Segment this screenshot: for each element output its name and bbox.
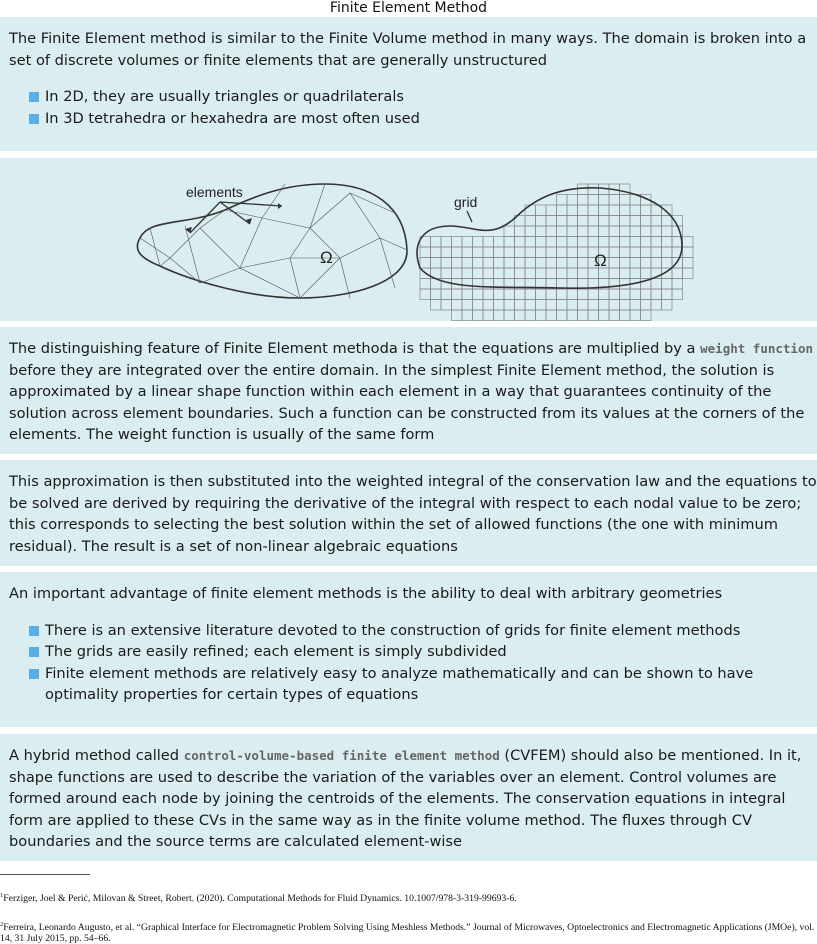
grid-cell xyxy=(483,310,494,321)
grid-label: grid xyxy=(454,194,478,210)
grid-cell xyxy=(557,300,568,311)
grid-cell xyxy=(662,216,673,227)
grid-cell xyxy=(567,300,578,311)
grid-cell xyxy=(525,268,536,279)
grid-cell xyxy=(578,237,589,248)
omega-right: Ω xyxy=(594,251,607,270)
grid-cell xyxy=(588,289,599,300)
grid-cell xyxy=(630,205,641,216)
weight-function-box xyxy=(0,327,817,454)
grid-cell xyxy=(609,195,620,206)
grid-cell xyxy=(630,247,641,258)
grid-cell xyxy=(515,268,526,279)
grid-cell xyxy=(557,237,568,248)
grid-cell xyxy=(599,237,610,248)
grid-cell xyxy=(641,258,652,269)
grid-cell xyxy=(420,258,431,269)
grid-cell xyxy=(630,289,641,300)
grid-cell xyxy=(546,258,557,269)
list-item: Finite element methods are relatively easy to analyze mathematically and can be shown to have optimality properties for certain types of equations xyxy=(29,663,817,706)
grid-cell xyxy=(557,195,568,206)
grid-cell xyxy=(672,268,683,279)
grid-cell xyxy=(620,310,631,321)
grid-cell xyxy=(630,237,641,248)
grid-cell xyxy=(483,247,494,258)
grid-cell xyxy=(609,310,620,321)
grid-cell xyxy=(578,258,589,269)
grid-cell xyxy=(620,289,631,300)
grid-cell xyxy=(546,237,557,248)
grid-cell xyxy=(515,237,526,248)
grid-cell xyxy=(441,268,452,279)
grid-cell xyxy=(651,237,662,248)
grid-cell xyxy=(515,258,526,269)
grid-cell xyxy=(557,205,568,216)
grid-cell xyxy=(609,247,620,258)
grid-cell xyxy=(641,226,652,237)
grid-cell xyxy=(662,247,673,258)
grid-cell xyxy=(504,226,515,237)
advantage-box xyxy=(0,572,817,727)
grid-cell xyxy=(462,289,473,300)
grid-cell xyxy=(431,258,442,269)
grid-cell xyxy=(578,216,589,227)
grid-cell xyxy=(641,247,652,258)
grid-cell xyxy=(683,237,694,248)
grid-cell xyxy=(504,300,515,311)
grid-cell xyxy=(473,247,484,258)
grid-cell xyxy=(452,268,463,279)
grid-cell xyxy=(431,247,442,258)
grid-cell xyxy=(567,289,578,300)
grid-cell xyxy=(641,237,652,248)
page-title: Finite Element Method xyxy=(329,0,488,16)
grid-cell xyxy=(651,258,662,269)
grid-cell xyxy=(525,205,536,216)
grid-cell xyxy=(473,310,484,321)
grid-cell xyxy=(609,300,620,311)
hybrid-text-after: (CVFEM) should also be mentioned. In it, shape functions are used to describe the variation of the variables over an element. Control volumes are formed around each node by joining the centroids of the elements. The conservation equations in integral form are applied to these CVs in the same way as in the finite volume method. The fluxes through CV boundaries and the source terms are calculated element-wise xyxy=(9,747,802,850)
hybrid-method-box xyxy=(0,734,817,861)
grid-cell xyxy=(651,300,662,311)
grid-cell xyxy=(620,205,631,216)
grid-cell xyxy=(651,226,662,237)
elements-label: elements xyxy=(186,184,243,200)
grid-cell xyxy=(536,237,547,248)
grid-cell xyxy=(683,268,694,279)
grid-cell xyxy=(588,237,599,248)
grid-cell xyxy=(441,289,452,300)
grid-cell xyxy=(599,195,610,206)
grid-cell xyxy=(567,205,578,216)
grid-cell xyxy=(609,226,620,237)
grid-cell xyxy=(651,289,662,300)
grid-cell xyxy=(494,310,505,321)
grid-cell xyxy=(567,216,578,227)
grid-cell xyxy=(494,300,505,311)
grid-cell xyxy=(620,237,631,248)
grid-cell xyxy=(651,279,662,290)
grid-cell xyxy=(536,226,547,237)
grid-cell xyxy=(609,258,620,269)
grid-cell xyxy=(452,310,463,321)
grid-cell xyxy=(557,289,568,300)
grid-cell xyxy=(536,216,547,227)
grid-cell xyxy=(483,300,494,311)
grid-cell xyxy=(483,289,494,300)
grid-cell xyxy=(620,258,631,269)
grid-cell xyxy=(494,237,505,248)
grid-cell xyxy=(609,216,620,227)
grid-cell xyxy=(683,247,694,258)
grid-cell xyxy=(630,268,641,279)
grid-cell xyxy=(567,237,578,248)
grid-cell xyxy=(578,195,589,206)
grid-cell xyxy=(609,205,620,216)
weight-function-code: weight function xyxy=(700,341,814,356)
grid-cell xyxy=(662,237,673,248)
list-item: In 2D, they are usually triangles or quadrilaterals xyxy=(29,86,817,108)
grid-cell xyxy=(504,258,515,269)
grid-cell xyxy=(473,237,484,248)
grid-cell xyxy=(588,300,599,311)
figure-box xyxy=(0,158,817,321)
grid-cell xyxy=(462,258,473,269)
cvfem-code: control-volume-based finite element method xyxy=(183,748,500,763)
grid-cell xyxy=(504,247,515,258)
elements-arrow-icon xyxy=(190,202,282,233)
grid-cell xyxy=(578,300,589,311)
grid-cell xyxy=(557,247,568,258)
grid-cell xyxy=(515,247,526,258)
grid-cell xyxy=(431,289,442,300)
grid-cell xyxy=(452,258,463,269)
grid-cell xyxy=(546,268,557,279)
grid-cell xyxy=(420,289,431,300)
grid-cell xyxy=(452,237,463,248)
grid-cell xyxy=(525,216,536,227)
grid-cell xyxy=(462,279,473,290)
grid-cell xyxy=(536,205,547,216)
approximation-box xyxy=(0,460,817,566)
grid-cell xyxy=(630,310,641,321)
grid-cell xyxy=(462,310,473,321)
grid-cell xyxy=(630,216,641,227)
grid-cell xyxy=(662,279,673,290)
grid-cell xyxy=(473,279,484,290)
grid-cell xyxy=(672,279,683,290)
grid-cell xyxy=(525,237,536,248)
grid-cell xyxy=(609,289,620,300)
grid-cell xyxy=(504,268,515,279)
grid-cell xyxy=(620,268,631,279)
grid-cell xyxy=(620,216,631,227)
grid-cell xyxy=(620,300,631,311)
grid-cell xyxy=(515,289,526,300)
grid-cell xyxy=(567,226,578,237)
list-item: There is an extensive literature devoted to the construction of grids for finite element methods xyxy=(29,620,817,642)
footnote-mark: 2 xyxy=(0,921,4,928)
grid-cell xyxy=(420,247,431,258)
grid-cell xyxy=(546,216,557,227)
grid-cell xyxy=(662,300,673,311)
grid-cell xyxy=(462,268,473,279)
grid-cell xyxy=(504,289,515,300)
grid-cell xyxy=(578,205,589,216)
grid-cell xyxy=(588,184,599,195)
grid-cell xyxy=(567,258,578,269)
grid-cell xyxy=(473,268,484,279)
grid-cell xyxy=(599,300,610,311)
grid-cell xyxy=(536,247,547,258)
grid-cell xyxy=(630,300,641,311)
grid-cell xyxy=(536,258,547,269)
grid-cell xyxy=(473,258,484,269)
grid-cell xyxy=(641,300,652,311)
weight-text-before: The distinguishing feature of Finite Element methoda is that the equations are multiplied by a xyxy=(9,340,701,357)
grid-cell xyxy=(525,258,536,269)
grid-cell xyxy=(546,226,557,237)
grid-cell xyxy=(441,258,452,269)
hybrid-text-before: A hybrid method called xyxy=(9,747,184,764)
advantage-bullet-list xyxy=(9,620,817,706)
grid-cell xyxy=(525,310,536,321)
grid-cell xyxy=(567,310,578,321)
grid-cell xyxy=(609,237,620,248)
grid-cell xyxy=(557,268,568,279)
advantage-text: An important advantage of finite element methods is the ability to deal with arbitrary geometries xyxy=(9,585,723,602)
grid-cell xyxy=(452,247,463,258)
grid-cell xyxy=(431,300,442,311)
approximation-paragraph: This approximation is then substituted into the weighted integral of the conservation law and the equations to be solved are derived by requiring the derivative of the integral with respect to each nodal value to be zero; this corresponds to selecting the best solution within the set of allowed functions (the one with minimum residual). The result is a set of non-linear algebraic equations xyxy=(9,473,817,555)
grid-cell xyxy=(599,226,610,237)
grid-cell xyxy=(630,226,641,237)
grid-cell xyxy=(536,310,547,321)
grid-cell xyxy=(494,289,505,300)
grid-cell xyxy=(609,268,620,279)
grid-cell xyxy=(504,310,515,321)
grid-cell xyxy=(546,310,557,321)
grid-cell xyxy=(641,310,652,321)
grid-cell xyxy=(525,300,536,311)
grid-cell xyxy=(515,300,526,311)
grid-cell xyxy=(599,310,610,321)
grid-cell xyxy=(462,300,473,311)
omega-left: Ω xyxy=(320,248,333,267)
grid-cell xyxy=(546,205,557,216)
fem-domain-outline xyxy=(137,184,407,298)
grid-cell xyxy=(578,289,589,300)
grid-cell xyxy=(567,247,578,258)
grid-cell xyxy=(641,216,652,227)
footnote-2 xyxy=(0,919,817,944)
grid-cell xyxy=(599,205,610,216)
grid-cell xyxy=(546,300,557,311)
grid-cell xyxy=(504,237,515,248)
footnote-rule xyxy=(0,874,90,875)
grid-cell xyxy=(662,205,673,216)
grid-cell xyxy=(599,216,610,227)
grid-cell xyxy=(662,289,673,300)
grid-arrow-icon xyxy=(467,211,472,222)
grid-cell xyxy=(462,237,473,248)
grid-cell xyxy=(662,258,673,269)
grid-cell xyxy=(441,237,452,248)
grid-cell xyxy=(515,310,526,321)
grid-cell xyxy=(473,289,484,300)
footnote-text: Ferreira, Leonardo Augusto, et al. “Graphical Interface for Electromagnetic Problem Solving Using Meshless Methods.” Journal of Microwaves, Optoelectronics and Electromagnetic Applications (JMOe), vol. 14, 31 July 2015, pp. 54–66. xyxy=(0,922,815,944)
grid-cell xyxy=(672,289,683,300)
grid-cell xyxy=(494,247,505,258)
grid-cell xyxy=(536,289,547,300)
grid-cell xyxy=(525,226,536,237)
grid-cell xyxy=(483,237,494,248)
grid-cell xyxy=(641,289,652,300)
intro-bullet-list xyxy=(9,86,817,129)
grid-cell xyxy=(546,289,557,300)
weight-text-after: before they are integrated over the entire domain. In the simplest Finite Element method, the solution is approximated by a linear shape function within each element in a way that guarantees continuity of the solution across element boundaries. Such a function can be constructed from its values at the corners of the elements. The weight function is usually of the same form xyxy=(9,361,805,443)
grid-cell xyxy=(525,289,536,300)
grid-cell xyxy=(578,247,589,258)
grid-cell xyxy=(567,268,578,279)
grid-cell xyxy=(641,268,652,279)
grid-cell xyxy=(483,258,494,269)
grid-cell xyxy=(536,268,547,279)
grid-cell xyxy=(620,195,631,206)
grid-cell xyxy=(557,258,568,269)
grid-cell xyxy=(651,216,662,227)
grid-cell xyxy=(515,226,526,237)
grid-cell xyxy=(557,226,568,237)
grid-cell xyxy=(599,289,610,300)
intro-box xyxy=(0,17,817,151)
grid-cell xyxy=(494,268,505,279)
grid-cell xyxy=(578,184,589,195)
grid-cell xyxy=(483,268,494,279)
grid-cell xyxy=(494,258,505,269)
fd-grid-figure xyxy=(417,184,693,321)
grid-cell xyxy=(651,247,662,258)
grid-cell xyxy=(431,237,442,248)
footnote-text: Ferziger, Joel & Perić, Milovan & Street, Robert. (2020). Computational Methods for Fluid Dynamics. 10.1007/978-3-319-99693-6. xyxy=(3,893,517,905)
grid-cell xyxy=(578,268,589,279)
grid-cell xyxy=(525,247,536,258)
mesh-illustration xyxy=(0,158,817,321)
hybrid-paragraph xyxy=(9,745,817,853)
grid-cell xyxy=(630,258,641,269)
grid-cell xyxy=(557,216,568,227)
grid-cell xyxy=(452,289,463,300)
grid-cell xyxy=(473,300,484,311)
grid-cell xyxy=(641,205,652,216)
footnote-mark: 1 xyxy=(0,892,4,899)
grid-cell xyxy=(588,195,599,206)
grid-cell xyxy=(588,205,599,216)
grid-cell xyxy=(578,310,589,321)
grid-cell xyxy=(683,258,694,269)
grid-cell xyxy=(620,247,631,258)
weight-function-paragraph xyxy=(9,338,817,446)
fem-mesh-figure xyxy=(137,184,407,298)
grid-cell xyxy=(452,300,463,311)
grid-cell xyxy=(620,226,631,237)
intro-text: The Finite Element method is similar to the Finite Volume method in many ways. The domain is broken into a set of discrete volumes or finite elements that are generally unstructured xyxy=(9,30,807,69)
grid-cell xyxy=(546,247,557,258)
grid-cell xyxy=(462,247,473,258)
grid-cell xyxy=(588,310,599,321)
grid-cell xyxy=(588,226,599,237)
grid-cell xyxy=(536,300,547,311)
grid-cell xyxy=(441,247,452,258)
grid-cell xyxy=(588,216,599,227)
grid-cell xyxy=(662,226,673,237)
grid-cell xyxy=(567,195,578,206)
grid-cell xyxy=(420,279,431,290)
list-item: In 3D tetrahedra or hexahedra are most often used xyxy=(29,108,817,130)
grid-cell xyxy=(578,226,589,237)
footnote-1 xyxy=(0,890,817,904)
grid-cell xyxy=(441,300,452,311)
list-item: The grids are easily refined; each element is simply subdivided xyxy=(29,641,817,663)
grid-cell xyxy=(557,310,568,321)
